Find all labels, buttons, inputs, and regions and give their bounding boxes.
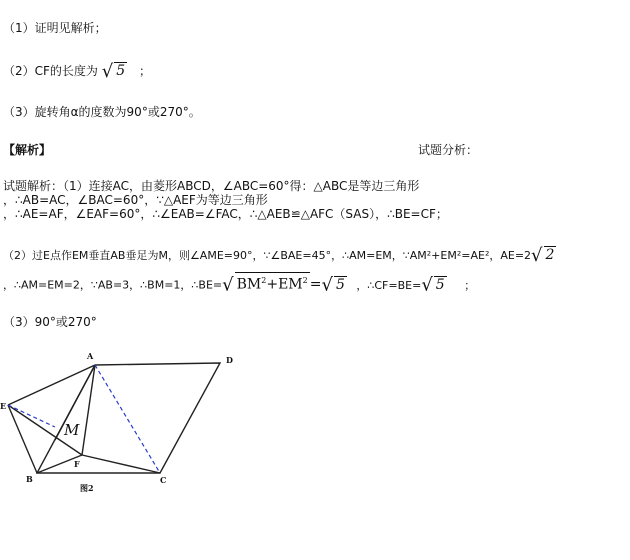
answer-2-prefix: （2）CF的长度为 bbox=[3, 64, 98, 78]
label-F: F bbox=[74, 459, 80, 469]
solution-line-5-root-2: 5 bbox=[435, 276, 445, 293]
sqrt-symbol: √ bbox=[101, 61, 114, 82]
sqrt-symbol: √ bbox=[321, 274, 333, 296]
answer-2-suffix: ； bbox=[138, 64, 151, 78]
answer-2 bbox=[3, 62, 151, 80]
solution-line-5-a: ，∴AM=EM=2，∵AB=3，∴BM=1，∴BE= bbox=[3, 278, 223, 292]
solution-line-5 bbox=[3, 272, 475, 294]
solution-line-2: ，∴AB=AC，∠BAC=60°，∵△AEF为等边三角形 bbox=[3, 193, 268, 207]
answer-2-value: 5 bbox=[116, 63, 126, 79]
label-M: M bbox=[64, 421, 80, 439]
bm-term: BM bbox=[236, 276, 262, 293]
dashed-EM bbox=[8, 405, 55, 427]
solution-line-3: ，∴AE=AF，∠EAF=60°，∴∠EAB=∠FAC，∴△AEB≌△AFC（SAS），∴BE=CF； bbox=[3, 207, 448, 221]
geometry-figure bbox=[0, 345, 240, 505]
em-term: +EM bbox=[266, 276, 303, 293]
label-C: C bbox=[160, 475, 167, 485]
answer-1: （1）证明见解析； bbox=[3, 21, 107, 35]
answer-3: （3）旋转角α的度数为90°或270°。 bbox=[3, 105, 201, 119]
label-B: B bbox=[26, 474, 33, 484]
sqrt-symbol: √ bbox=[531, 245, 543, 266]
equals-sign: = bbox=[309, 276, 322, 293]
solution-line-5-c: ； bbox=[464, 278, 476, 292]
label-A: A bbox=[87, 351, 94, 361]
solution-line-5-root-1: 5 bbox=[335, 276, 345, 293]
sqrt-symbol: √ bbox=[222, 274, 234, 296]
topic-label: 试题分析： bbox=[418, 143, 479, 157]
edge-EA bbox=[8, 365, 95, 405]
edge-FC bbox=[82, 455, 160, 473]
bm-em-expression: $BM^2+EM^2$ bbox=[235, 272, 310, 293]
solution-line-4-text: （2）过E点作EM垂直AB垂足为M，则∠AME=90°，∵∠BAE=45°，∴AM=EM，∵AM²+EM²=AE²，AE=2 bbox=[3, 249, 532, 262]
label-D: D bbox=[226, 355, 233, 365]
analysis-header: 【解析】 bbox=[3, 143, 52, 157]
figure-caption: 图2 bbox=[80, 483, 94, 493]
solution-line-5-b: ，∴CF=BE= bbox=[356, 278, 422, 292]
solution-line-1: 试题解析：（1）连接AC，由菱形ABCD，∠ABC=60°得：△ABC是等边三角形 bbox=[3, 179, 420, 193]
dashed-AC bbox=[95, 365, 160, 473]
solution-line-6: （3）90°或270° bbox=[3, 315, 97, 329]
label-E: E bbox=[0, 401, 7, 411]
sqrt-symbol: √ bbox=[421, 274, 433, 296]
solution-line-4 bbox=[3, 246, 556, 264]
solution-line-4-root: 2 bbox=[545, 247, 555, 263]
